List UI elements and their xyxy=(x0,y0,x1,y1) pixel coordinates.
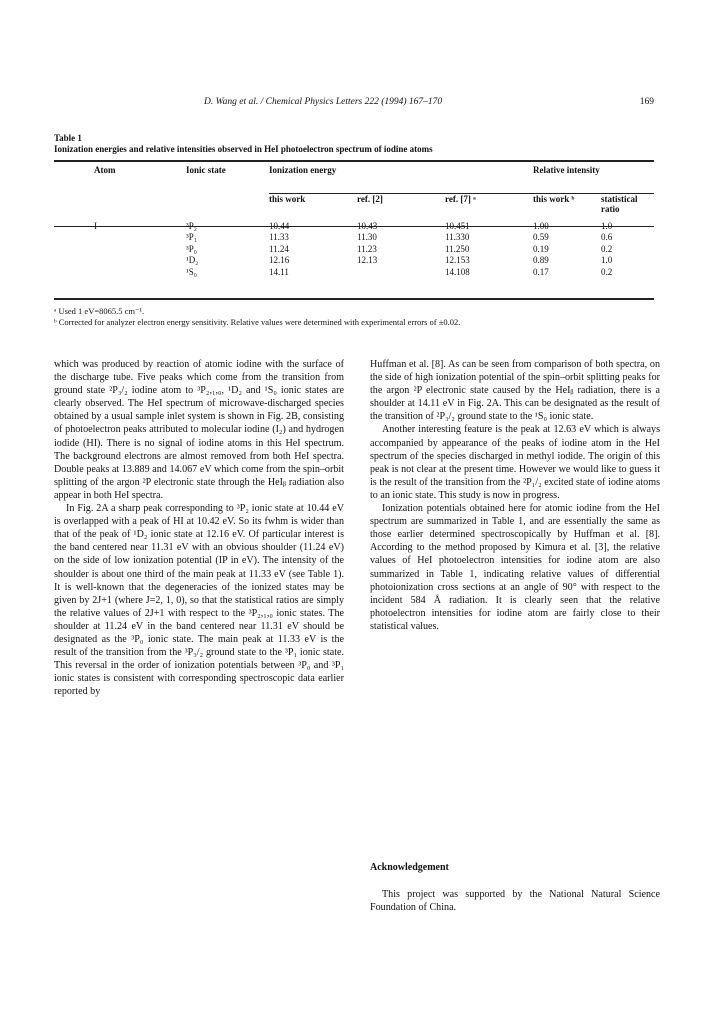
table-cell: 14.11 xyxy=(269,266,289,277)
table-cell: ¹D₂ xyxy=(186,255,199,266)
table-header-row xyxy=(54,165,654,194)
table-bottom-rule xyxy=(54,298,654,300)
table-cell: 0.2 xyxy=(601,266,613,277)
paragraph: In Fig. 2A a sharp peak corresponding to ³P₂ ionic state at 10.44 eV is overlapped with a peak of HI at 10.42 eV. So its fwhm is wider than that of the peak of ¹D₂ ionic state at 12.16 eV. Of particular interest is the band centered near 11.31 eV with an obvious shoulder (11.24 eV) on the side of low ionization potential (IP in eV). The intensity of the shoulder is about one third of the main peak at 11.33 eV (see Table 1). It is well-known that the degeneracies of the ionized states may be given by 2J+1 (where J=2, 1, 0), so that the statistical ratios are simply the relative values of 2J+1 with respect to the ³P₂,₁,₀ ionic states. The shoulder at 11.24 eV in the band centered near 11.31 eV should be designated as the ³P₀ ionic state. The main peak at 11.33 eV is the result of the transition from the ³P₃/₂ ground state to the ³P₁ ionic state. This reversal in the order of ionization potentials between ³P₀ and ³P₁ ionic states is consistent with corresponding spectroscopic data earlier reported by xyxy=(54,503,344,698)
paragraph: Another interesting feature is the peak at 12.63 eV which is always accompanied by appearance of the peaks of iodine atom in the HeI spectrum of the species discharged in methyl iodide. The origin of this peak is not clear at the present time. However we would like to guess it is the result of the transition from the ²P₁/₂ excited state of iodine atoms to an ionic state. This study is now in progress. xyxy=(370,424,660,501)
page-number: 169 xyxy=(639,97,654,107)
table-cell: 1.0 xyxy=(601,255,613,266)
ionization-table xyxy=(54,165,654,278)
table-cell: 0.6 xyxy=(601,232,613,243)
journal-citation: D. Wang et al. / Chemical Physics Letters 222 (1994) 167–170 xyxy=(204,97,443,107)
table-body xyxy=(54,221,654,278)
col-statistical-ratio: statistical ratio xyxy=(601,194,654,222)
col-relative-intensity: Relative intensity xyxy=(533,165,600,175)
col-ionization-energy: Ionization energy xyxy=(269,165,337,175)
cells-statistical-ratio xyxy=(601,221,654,278)
footnote-a: ᵃ Used 1 eV=8065.5 cm⁻¹. xyxy=(54,306,145,316)
col-atom: Atom xyxy=(94,165,116,175)
cells-this-work xyxy=(269,221,357,278)
acknowledgement-heading: Acknowledgement xyxy=(370,862,449,873)
table-cell: 12.153 xyxy=(445,255,470,266)
footnote-b: ᵇ Corrected for analyzer electron energy sensitivity. Relative values were determined with experimental errors of ±0.02. xyxy=(54,317,461,327)
table-top-rule xyxy=(54,160,654,162)
table-cell: 14.108 xyxy=(445,266,470,277)
col-ionic-state: Ionic state xyxy=(186,165,226,175)
paragraph: which was produced by reaction of atomic iodine with the surface of the discharge tube. Five peaks which come from the transition from ground state ²P₃/₂ iodine atom to ³P₂,₁,₀, ¹D₂ and ¹S₀ ionic states are clearly observed. The HeI spectrum of microwave-discharged species obtained by a usual sample inlet system is shown in Fig. 2B, consisting of photoelectron peaks attributed to molecular iodine (I₂) and hydrogen iodide (HI). There is no signal of iodine atoms in this HeI spectrum. The background electrons are almost removed from both HeI spectra. Double peaks at 13.889 and 14.067 eV which come from the spin–orbit splitting of the argon ²P electronic state through the HeIᵦ radiation also appear in both HeI spectra. xyxy=(54,359,344,501)
table-cell: 0.89 xyxy=(533,255,549,266)
table-cell: 12.13 xyxy=(357,255,378,266)
table-cell: 0.19 xyxy=(533,243,549,254)
table-cell: 11.23 xyxy=(357,243,377,254)
table-cell: 0.59 xyxy=(533,232,549,243)
table-cell: I xyxy=(94,221,97,231)
paragraph: Ionization potentials obtained here for atomic iodine from the HeI spectrum are summarized in Table 1, and are essentially the same as those earlier determined spectroscopically by Huffman et al. [8]. According to the method proposed by Kimura et al. [3], the relative values of HeI photoelectron intensities for iodine atom are also summarized in Table 1, indicating relative values of differential photoionization cross sections at an angle of 90° with respect to the incident 584 Å radiation. It is clearly seen that the relative photoelectron intensities for iodine atom are fairly close to their statistical values. xyxy=(370,503,660,632)
table-cell: 0.2 xyxy=(601,243,613,254)
table-cell: 10.44 xyxy=(269,221,290,231)
running-header xyxy=(54,97,654,111)
table-cell: 11.330 xyxy=(445,232,470,243)
table-cell: 10.43 xyxy=(357,221,378,231)
table-description: Ionization energies and relative intensities observed in HeI photoelectron spectrum of iodine atoms xyxy=(54,144,433,154)
table-cell: 11.24 xyxy=(269,243,289,254)
table-cell: 11.33 xyxy=(269,232,289,243)
table-cell: ³P₁ xyxy=(186,232,197,243)
table-cell: ³P₀ xyxy=(186,243,197,254)
acknowledgement-text: This project was supported by the National Natural Science Foundation of China. xyxy=(370,889,660,914)
table-cell: 12.16 xyxy=(269,255,290,266)
paragraph: Huffman et al. [8]. As can be seen from comparison of both spectra, on the side of high ionization potential of the spin–orbit splitting peaks for the argon ²P electronic state caused by the HeIᵦ radiation, there is a shoulder at 14.11 eV in Fig. 2A. This can be designated as the result of the transition of ²P₃/₂ ground state to the ¹S₀ ionic state. xyxy=(370,359,660,423)
col-this-work: this work xyxy=(269,194,357,222)
cells-ref7 xyxy=(445,221,533,278)
table-caption xyxy=(54,133,433,155)
body-column-right xyxy=(370,358,660,633)
col-ref7: ref. [7] ᵃ xyxy=(445,194,533,222)
table-cell: 0.17 xyxy=(533,266,549,277)
body-column-left xyxy=(54,358,344,698)
col-this-work-ri: this work ᵇ xyxy=(533,194,601,222)
col-ref2: ref. [2] xyxy=(357,194,445,222)
cells-ref2 xyxy=(357,221,445,278)
table-cell: 11.250 xyxy=(445,243,470,254)
table-cell: 1.0 xyxy=(601,221,613,231)
table-cell: 11.30 xyxy=(357,232,377,243)
cells-atom xyxy=(54,221,186,278)
cells-relative-this-work xyxy=(533,221,601,278)
table-label: Table 1 xyxy=(54,133,82,143)
cells-ionic-state xyxy=(186,221,269,278)
table-cell: ³P₂ xyxy=(186,221,197,231)
table-footnotes xyxy=(54,306,460,328)
table-cell: 10.451 xyxy=(445,221,470,231)
table-cell: 1.00 xyxy=(533,221,549,231)
table-cell: ¹S₀ xyxy=(186,266,197,277)
